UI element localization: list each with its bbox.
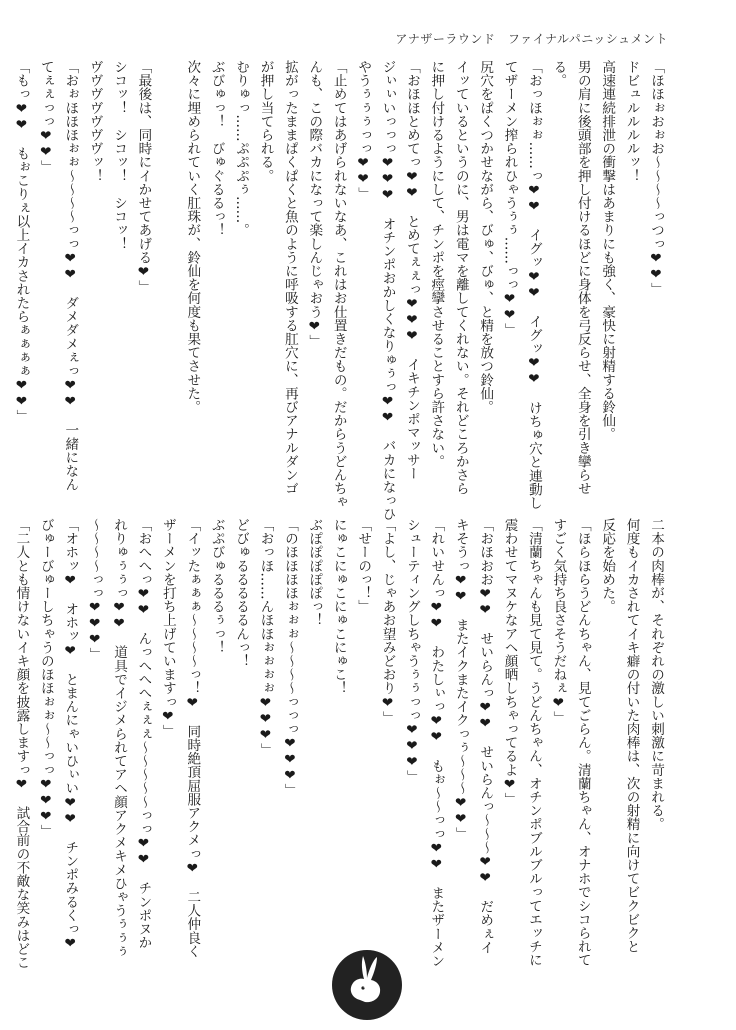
text-line: 「おっほぉぉ……っ❤❤ イグッ❤❤ イグッ❤❤ けちゅ穴と連動し: [525, 60, 542, 510]
text-line: 「おほおお❤❤ せいらんっ❤❤ せいらんっ～～～❤❤ だめぇイ: [477, 518, 494, 954]
text-line: が押し当てられる。: [257, 60, 274, 183]
blank-line: [155, 60, 179, 485]
text-line: 反応を始めた。: [599, 518, 616, 614]
text-line: 男の肩に後頭部を押し付けるほどに身体を弓反らせ、全身を引き攣らせ: [574, 60, 591, 496]
top-text-block: [13, 60, 668, 521]
text-line: イッているというのに、男は電マを離してくれない。それどころかさら: [452, 60, 469, 496]
text-line: 「ほほぉおぉお～～～～っつっ❤❤」: [648, 60, 664, 296]
text-line: 「おほほとめてっ❤❤ とめてぇぇっ❤❤❤ イキチンポマッサー: [403, 60, 420, 480]
text-line: 次々に埋められていく肛珠が、鈴仙を何度も果てさせた。: [184, 60, 201, 414]
text-line: れりゅぅぅっ❤❤ 道具でイジメられてアヘ顔アクメキメひゃうぅぅぅ: [111, 518, 128, 958]
text-line: 「オホッ❤ オホッ❤ とまんにゃいひぃい❤❤ チンポみるくっ❤: [62, 518, 79, 952]
text-line: ドビュルルルルッ！: [623, 60, 640, 183]
text-line: んも、この際バカになって楽しんじゃおう❤」: [306, 60, 323, 348]
text-line: 震わせてマヌケなアヘ顔晒しちゃってるよ❤」: [501, 518, 518, 806]
text-line: 「イッたぁぁぁ～～～～っ！❤ 同時絶頂屈服アクメっ❤ 二人仲良く: [184, 518, 201, 958]
text-line: 「止めてはあげられないなあ、これはお仕置きだもの。だからうどんちゃ: [330, 60, 347, 509]
bottom-text-block: [13, 518, 668, 970]
text-line: 「おっほ……んほほぉぉぉぉ❤❤❤」: [257, 518, 274, 757]
text-line: 「もっ❤❤ もぉこりぇ以上イカされたらぁぁぁぁ❤❤」: [13, 60, 30, 424]
text-line: ぶびゅっ！ びゅぐるるっ！: [208, 60, 225, 237]
text-line: る。: [550, 60, 567, 88]
text-line: 「れいせんっ❤❤ わたしぃっ❤❤ もぉ～～っっ❤❤ またザーメン: [428, 518, 445, 968]
text-line: びゅーびゅーしちゃうのほほぉぉ～～っっ❤❤❤」: [37, 518, 54, 838]
running-title: アナザーラウンド ファイナルパニッシュメント: [395, 32, 668, 46]
page-number: 36: [361, 983, 375, 994]
text-line: 「二人とも情けないイキ顔を披露しますっ❤ 試合前の不敵な笑みはどこ: [13, 518, 30, 970]
text-line: ぶぽぽぽぽぽっ！: [306, 518, 323, 627]
text-line: 「せーのっ！」: [355, 518, 372, 614]
text-line: 「おぉほほほぉぉ～～～～っっ❤❤ ダメダメぇっ❤❤ 一緒になん: [62, 60, 79, 492]
text-line: むりゅっ……ぷぷぷぅ……。: [233, 60, 250, 237]
text-line: に押し付けるようにして、チンポを痙攣させることすら許さない。: [428, 60, 445, 468]
text-line: やうぅぅぅっっ❤❤」: [355, 60, 372, 201]
text-line: シコッ！ シコッ！ シコッ！: [111, 60, 128, 251]
text-line: 「よし、じゃあお望みどおり❤」: [379, 518, 396, 725]
text-line: ～～～～っっ❤❤❤」: [86, 518, 103, 662]
text-line: ヴヴヴヴヴヴヴッ！: [86, 60, 103, 183]
text-line: 「のほほほほぉぉぉ～～～～っっっ❤❤❤」: [281, 518, 298, 798]
text-line: シューティングしちゃうぅぅっっ❤❤❤」: [403, 518, 420, 784]
text-line: 拡がったままぱくぱくと魚のように呼吸する肛穴に、再びアナルダンゴ: [281, 60, 298, 496]
text-line: 尻穴をぱくつかせながら、びゅ、びゅ、と精を放つ鈴仙。: [477, 60, 494, 414]
text-line: 高速連続排泄の衝撃はあまりにも強く、豪快に射精する鈴仙。: [599, 60, 616, 441]
text-line: 「ほらほらうどんちゃん、見てごらん。清蘭ちゃん、オナホでシコられて: [574, 518, 591, 967]
text-line: てザーメン搾られひゃうぅぅ……っっ❤❤」: [501, 60, 518, 337]
text-line: どびゅるるるるるんっ！: [233, 518, 250, 668]
text-line: キそうっ❤❤ またイクまたイクっぅ～～～❤❤」: [452, 518, 469, 841]
text-line: にゅこにゅこにゅこにゅこ！: [330, 518, 347, 695]
text-line: 二本の肉棒が、それぞれの激しい刺激に苛まれる。: [648, 518, 664, 831]
text-line: ぶぷびゅるるるぅっ！: [208, 518, 225, 654]
text-line: 何度もイカされてイキ癖の付いた肉棒は、次の射精に向けてビクビクと: [623, 518, 640, 954]
rabbit-silhouette-icon: [330, 948, 404, 1022]
text-line: てぇぇっっ❤❤」: [37, 60, 54, 174]
text-line: 「最後は、同時にイかせてあげる❤」: [135, 60, 152, 294]
text-line: ザーメンを打ち上げていますっ❤」: [159, 518, 176, 738]
text-line: 「おへへっ❤❤ んっへへへぇぇぇ～～～～～っっ❤❤ チンポヌか: [135, 518, 152, 950]
text-line: 「清蘭ちゃんも見て見て。うどんちゃん、オチンポブルブルってエッチに: [525, 518, 542, 967]
text-line: ジぃぃいっっっ❤❤❤ オチンポおかしくなりゅぅっ❤❤ バカになっひ: [379, 60, 396, 521]
text-line: すごく気持ち良さそうだねぇ❤」: [550, 518, 567, 725]
